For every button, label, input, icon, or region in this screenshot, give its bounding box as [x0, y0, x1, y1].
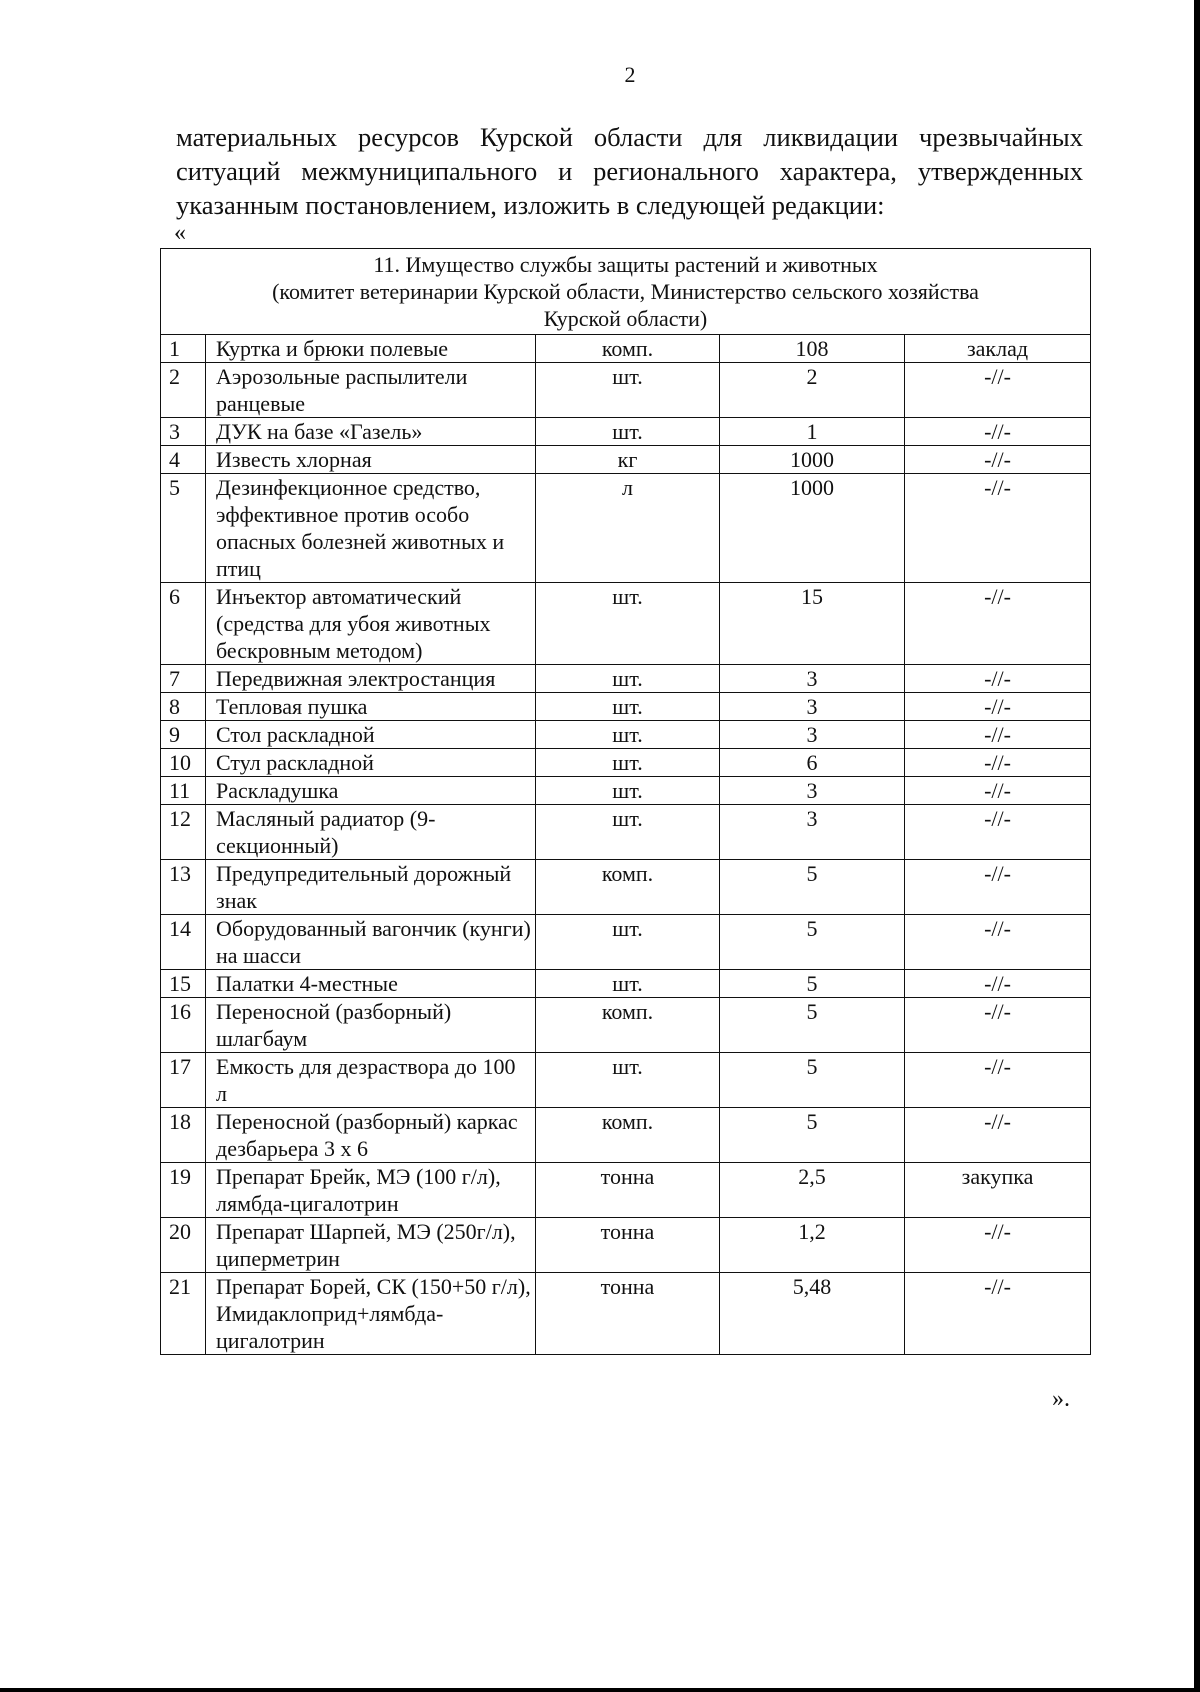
unit-of-measure-cell: комп.: [536, 335, 720, 363]
row-number-cell: 21: [161, 1273, 206, 1355]
quantity-cell: 1,2: [720, 1218, 905, 1273]
unit-of-measure-cell: шт.: [536, 363, 720, 418]
unit-of-measure-cell: шт.: [536, 970, 720, 998]
unit-of-measure-cell: комп.: [536, 1108, 720, 1163]
item-name-cell: ДУК на базе «Газель»: [206, 418, 536, 446]
supply-source-cell: -//-: [905, 721, 1091, 749]
item-name-cell: Предупредительный дорожный знак: [206, 860, 536, 915]
intro-line: материальных ресурсов Курской области для ликвидации чрезвычайных: [176, 122, 1083, 152]
item-name-cell: Палатки 4-местные: [206, 970, 536, 998]
quantity-cell: 1000: [720, 474, 905, 583]
table-row: [161, 418, 1091, 446]
table-row: [161, 665, 1091, 693]
supply-source-cell: -//-: [905, 1273, 1091, 1355]
scan-border-bottom: [0, 1688, 1200, 1692]
quantity-cell: 3: [720, 805, 905, 860]
table-row: [161, 583, 1091, 665]
item-name-cell: Инъектор автоматический (средства для убоя животных бескровным методом): [206, 583, 536, 665]
table-row: [161, 970, 1091, 998]
table-row: [161, 693, 1091, 721]
unit-of-measure-cell: шт.: [536, 1053, 720, 1108]
scan-border-right: [1194, 0, 1200, 1692]
unit-of-measure-cell: тонна: [536, 1273, 720, 1355]
quantity-cell: 3: [720, 777, 905, 805]
row-number-cell: 2: [161, 363, 206, 418]
row-number-cell: 8: [161, 693, 206, 721]
item-name-cell: Известь хлорная: [206, 446, 536, 474]
item-name-cell: Тепловая пушка: [206, 693, 536, 721]
quantity-cell: 5: [720, 1053, 905, 1108]
unit-of-measure-cell: комп.: [536, 860, 720, 915]
item-name-cell: Передвижная электростанция: [206, 665, 536, 693]
table-row: [161, 998, 1091, 1053]
supply-source-cell: -//-: [905, 583, 1091, 665]
unit-of-measure-cell: шт.: [536, 721, 720, 749]
caption-line: Курской области): [543, 306, 708, 331]
supply-source-cell: -//-: [905, 1053, 1091, 1108]
item-name-cell: Аэрозольные распылители ранцевые: [206, 363, 536, 418]
unit-of-measure-cell: шт.: [536, 693, 720, 721]
item-name-cell: Раскладушка: [206, 777, 536, 805]
table-row: [161, 749, 1091, 777]
quantity-cell: 2: [720, 363, 905, 418]
row-number-cell: 15: [161, 970, 206, 998]
supply-source-cell: -//-: [905, 1218, 1091, 1273]
table-row: [161, 363, 1091, 418]
unit-of-measure-cell: шт.: [536, 749, 720, 777]
supply-source-cell: -//-: [905, 1108, 1091, 1163]
page-number: 2: [624, 62, 636, 87]
unit-of-measure-cell: кг: [536, 446, 720, 474]
supply-source-cell: -//-: [905, 693, 1091, 721]
item-name-cell: Переносной (разборный) каркас дезбарьера 3 х 6: [206, 1108, 536, 1163]
item-name-cell: Переносной (разборный) шлагбаум: [206, 998, 536, 1053]
quantity-cell: 15: [720, 583, 905, 665]
quantity-cell: 6: [720, 749, 905, 777]
item-name-cell: Препарат Борей, СК (150+50 г/л), Имидаклоприд+лямбда-цигалотрин: [206, 1273, 536, 1355]
item-name-cell: Масляный радиатор (9-секционный): [206, 805, 536, 860]
table-row: [161, 805, 1091, 860]
unit-of-measure-cell: шт.: [536, 805, 720, 860]
item-name-cell: Емкость для дезраствора до 100 л: [206, 1053, 536, 1108]
table-row: [161, 860, 1091, 915]
caption-line: (комитет ветеринарии Курской области, Министерство сельского хозяйства: [272, 279, 979, 304]
table-body: [161, 335, 1091, 1355]
property-table-container: [160, 248, 1090, 1355]
table-row: [161, 1053, 1091, 1108]
table-row: [161, 1108, 1091, 1163]
supply-source-cell: -//-: [905, 665, 1091, 693]
row-number-cell: 4: [161, 446, 206, 474]
table-row: [161, 1163, 1091, 1218]
item-name-cell: Стул раскладной: [206, 749, 536, 777]
row-number-cell: 18: [161, 1108, 206, 1163]
unit-of-measure-cell: л: [536, 474, 720, 583]
row-number-cell: 5: [161, 474, 206, 583]
intro-paragraph: [176, 120, 1083, 222]
table-row: [161, 777, 1091, 805]
supply-source-cell: -//-: [905, 749, 1091, 777]
closing-quote-mark: ».: [1052, 1386, 1070, 1412]
quantity-cell: 2,5: [720, 1163, 905, 1218]
table-row: [161, 1273, 1091, 1355]
supply-source-cell: -//-: [905, 777, 1091, 805]
intro-line: ситуаций межмуниципального и регионального характера, утвержденных: [176, 156, 1083, 186]
row-number-cell: 10: [161, 749, 206, 777]
table-row: [161, 335, 1091, 363]
row-number-cell: 1: [161, 335, 206, 363]
item-name-cell: Препарат Брейк, МЭ (100 г/л), лямбда-цигалотрин: [206, 1163, 536, 1218]
quantity-cell: 1000: [720, 446, 905, 474]
row-number-cell: 20: [161, 1218, 206, 1273]
item-name-cell: Препарат Шарпей, МЭ (250г/л), циперметрин: [206, 1218, 536, 1273]
supply-source-cell: -//-: [905, 970, 1091, 998]
unit-of-measure-cell: комп.: [536, 998, 720, 1053]
unit-of-measure-cell: тонна: [536, 1163, 720, 1218]
table-row: [161, 474, 1091, 583]
quantity-cell: 5: [720, 970, 905, 998]
row-number-cell: 17: [161, 1053, 206, 1108]
row-number-cell: 11: [161, 777, 206, 805]
property-table: [160, 248, 1091, 1355]
supply-source-cell: -//-: [905, 805, 1091, 860]
quantity-cell: 1: [720, 418, 905, 446]
unit-of-measure-cell: тонна: [536, 1218, 720, 1273]
table-caption: [161, 249, 1091, 335]
table-row: [161, 1218, 1091, 1273]
supply-source-cell: -//-: [905, 915, 1091, 970]
unit-of-measure-cell: шт.: [536, 583, 720, 665]
row-number-cell: 16: [161, 998, 206, 1053]
quantity-cell: 5: [720, 915, 905, 970]
quantity-cell: 3: [720, 721, 905, 749]
item-name-cell: Оборудованный вагончик (кунги) на шасси: [206, 915, 536, 970]
table-caption-row: [161, 249, 1091, 335]
item-name-cell: Куртка и брюки полевые: [206, 335, 536, 363]
row-number-cell: 3: [161, 418, 206, 446]
unit-of-measure-cell: шт.: [536, 915, 720, 970]
unit-of-measure-cell: шт.: [536, 418, 720, 446]
supply-source-cell: заклад: [905, 335, 1091, 363]
supply-source-cell: -//-: [905, 860, 1091, 915]
quantity-cell: 5: [720, 860, 905, 915]
supply-source-cell: -//-: [905, 474, 1091, 583]
table-row: [161, 721, 1091, 749]
quantity-cell: 3: [720, 665, 905, 693]
table-row: [161, 915, 1091, 970]
row-number-cell: 19: [161, 1163, 206, 1218]
table-row: [161, 446, 1091, 474]
unit-of-measure-cell: шт.: [536, 777, 720, 805]
quantity-cell: 5,48: [720, 1273, 905, 1355]
row-number-cell: 12: [161, 805, 206, 860]
supply-source-cell: закупка: [905, 1163, 1091, 1218]
unit-of-measure-cell: шт.: [536, 665, 720, 693]
intro-line: указанным постановлением, изложить в следующей редакции:: [176, 190, 885, 220]
row-number-cell: 6: [161, 583, 206, 665]
opening-quote-mark: «: [174, 220, 186, 246]
supply-source-cell: -//-: [905, 363, 1091, 418]
quantity-cell: 5: [720, 1108, 905, 1163]
item-name-cell: Дезинфекционное средство, эффективное против особо опасных болезней животных и птиц: [206, 474, 536, 583]
quantity-cell: 5: [720, 998, 905, 1053]
supply-source-cell: -//-: [905, 446, 1091, 474]
row-number-cell: 7: [161, 665, 206, 693]
row-number-cell: 9: [161, 721, 206, 749]
supply-source-cell: -//-: [905, 418, 1091, 446]
quantity-cell: 3: [720, 693, 905, 721]
quantity-cell: 108: [720, 335, 905, 363]
row-number-cell: 14: [161, 915, 206, 970]
caption-line: 11. Имущество службы защиты растений и животных: [373, 252, 878, 277]
row-number-cell: 13: [161, 860, 206, 915]
supply-source-cell: -//-: [905, 998, 1091, 1053]
item-name-cell: Стол раскладной: [206, 721, 536, 749]
